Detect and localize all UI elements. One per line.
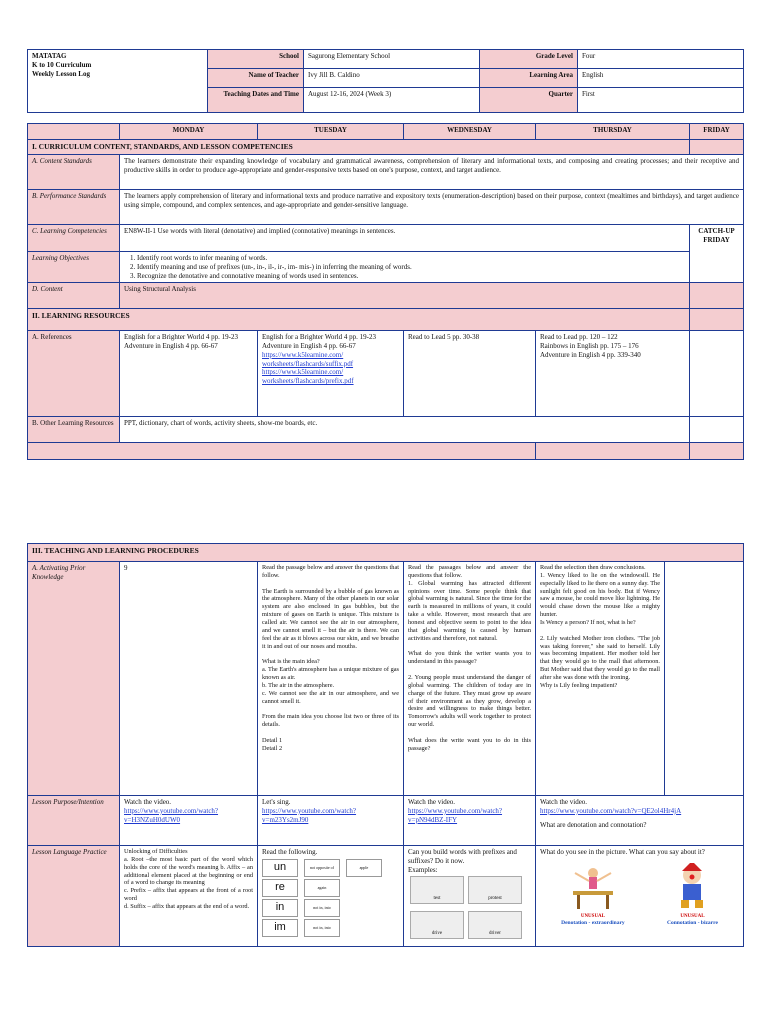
day-monday: MONDAY xyxy=(120,124,258,140)
activating-wednesday: Read the passages below and answer the questions that follow. 1. Global warming has attracted different opinions over time. Some people think that global warming is natural. Since the time for the earth is measured in millions of years, it could take a while. However, most research that are honest and objective seem to point to the idea that global warming is caused by human activities and therefore, not natural. What do you think the writer wants you to understand in this passage? 2. Young people must understand the danger of global warming. The children of today are in charge of the future. They must grow up aware of their environment as they grow, develop a desire and willingness to make things better. Tomorrow's adults will work together to protect our world. What does the write want you to do in this passage? xyxy=(404,562,536,796)
gymnast-illustration xyxy=(563,863,623,911)
purpose-tuesday-text: Let's sing. xyxy=(262,798,291,806)
activating-thursday: Read the selection then draw conclusions. 1. Wency liked to lie on the windowsill. He especially liked to lie there on a sunny day. The sunlight felt good on his body. But if Wency saw a mouse, he could move like lightning. He would chase down the mouse like a mighty hunter. Is Wency a person? If not, what is he? 2. Lily watched Mother iron clothes. "The job was taking forever," she said to herself. Lily was becoming impatient. Her mother told her that they would go to the mall that afternoon. But Mother said that they would go to the mall after she was done with the ironing. Why is Lily feeling impatient? xyxy=(536,562,665,796)
content-d-text: Using Structural Analysis xyxy=(120,283,690,309)
references-label: A. References xyxy=(28,331,120,417)
clown-figure: UNUSUAL Connotation - bizarre xyxy=(667,863,718,927)
section1-title: I. CURRICULUM CONTENT, STANDARDS, AND LESSON COMPETENCIES xyxy=(28,140,690,155)
prefix-row xyxy=(262,899,399,917)
prefix-example: apple xyxy=(346,859,382,877)
prefix-meaning: not opposite of xyxy=(304,859,340,877)
practice-monday: Unlocking of Difficulties a. Root –the most basic part of the word which holds the core of the word's meaning b. Affix – an additional element placed at the beginning or end of a word to change its meaning c. Prefix – affix that appears at the front of a root word d. Suffix – affix that appears at the end of a word. xyxy=(120,846,258,947)
objective-3: 3. Recognize the denotative and connotative meaning of words used in sentences. xyxy=(130,271,359,280)
dates-label: Teaching Dates and Time xyxy=(208,88,304,113)
quarter-label: Quarter xyxy=(480,88,578,113)
content-d-label: D. Content xyxy=(28,283,120,309)
grade-label: Grade Level xyxy=(480,50,578,69)
prefix-meaning: not in, into xyxy=(304,919,340,937)
teacher-label: Name of Teacher xyxy=(208,69,304,88)
competencies-label: C. Learning Competencies xyxy=(28,225,120,252)
school-label: School xyxy=(208,50,304,69)
day-friday: FRIDAY xyxy=(690,124,744,140)
prefix-row xyxy=(262,859,399,877)
objective-1: 1. Identify root words to infer meaning of words. xyxy=(130,254,268,262)
blank xyxy=(690,283,744,309)
school-value: Sagurong Elementary School xyxy=(304,50,480,69)
blank xyxy=(690,140,744,155)
quarter-value: First xyxy=(578,88,744,113)
blank xyxy=(690,417,744,443)
practice-label: Lesson Language Practice xyxy=(28,846,120,947)
activating-label: A. Activating Prior Knowledge xyxy=(28,562,120,796)
protest-image: protest xyxy=(468,876,522,904)
area-label: Learning Area xyxy=(480,69,578,88)
test-image: test xyxy=(410,876,464,904)
performance-standards-text: The learners apply comprehension of literary and informational texts and produce narrative and expository texts (enumeration-description) based on their purpose, context (mealtimes and birthdays), and target audience using simple, compound, and complex sentences, and age-appropriate and gender-sensitive language. xyxy=(120,190,744,225)
content-standards-label: A. Content Standards xyxy=(28,155,120,190)
blank xyxy=(536,443,690,460)
objectives-list xyxy=(120,252,690,283)
prefix-word: re xyxy=(262,879,298,897)
practice-thursday-title: What do you see in the picture. What can you say about it? xyxy=(540,848,705,856)
header-table xyxy=(27,49,744,113)
lesson-table-bottom xyxy=(27,543,744,947)
practice-wednesday-title: Can you build words with prefixes and suffixes? Do it now. xyxy=(408,848,517,865)
day-wednesday: WEDNESDAY xyxy=(404,124,536,140)
header-title: MATATAG K to 10 Curriculum Weekly Lesson Log xyxy=(28,50,208,113)
day-thursday: THURSDAY xyxy=(536,124,690,140)
suffix-link[interactable]: https://www.k5learnine.com/ worksheets/flashcards/suffix.pdf xyxy=(262,350,354,368)
clown-illustration xyxy=(667,863,717,911)
purpose-thursday-question: What are denotation and connotation? xyxy=(540,820,647,829)
video-link-thursday[interactable]: https://www.youtube.com/watch?v=QE2ol4Hr4jA xyxy=(540,806,682,815)
prefix-word: un xyxy=(262,859,298,877)
thursday-refs: Read to Lead pp. 120 – 122 Rainbows in English pp. 175 – 176 Adventure in English 4 pp. 339-340 xyxy=(536,331,690,417)
other-resources-text: PPT, dictionary, chart of words, activity sheets, show-me boards, etc. xyxy=(120,417,690,443)
activating-tuesday: Read the passage below and answer the questions that follow. The Earth is surrounded by a bubble of gas known as the atmosphere. Many of the other planets in our solar system are also enclosed in gas bubbles, but the mixture of gases on Earth is unique. This mixture is called air. We cannot see the air in our atmosphere, and we cannot smell it – but the air is there. We can feel the air as it blows across our skin, and we breathe it in and out of our noses and mouths. What is the main idea? a. The Earth's atmosphere has a unique mixture of gas known as air. b. The air in the atmosphere. c. We cannot see the air in our atmosphere, and we cannot smell it. From the main idea you choose list two or three of its details. Detail 1 Detail 2 xyxy=(258,562,404,796)
tuesday-refs: English for a Brighter World 4 pp. 19-23 Adventure in English 4 pp. 66-67 xyxy=(262,333,377,350)
tuesday-refs-cell xyxy=(258,331,404,417)
purpose-thursday xyxy=(536,796,744,846)
purpose-thursday-text: Watch the video. xyxy=(540,798,588,806)
video-link-monday[interactable]: https://www.youtube.com/watch? v=H3NZuH0dUW0 xyxy=(124,806,219,824)
prefix-row xyxy=(262,919,399,937)
section3-title: III. TEACHING AND LEARNING PROCEDURES xyxy=(28,544,744,562)
content-standards-text: The learners demonstrate their expanding knowledge of vocabulary and grammatical awareness, comprehension of literary and informational texts, and composing and creating processes; and their receptive and productive skills in order to produce age-appropriate and gender-responsive texts based on one's purpose, context, and target audience. xyxy=(120,155,744,190)
practice-tuesday-title: Read the following. xyxy=(262,848,318,856)
activating-monday: 9 xyxy=(120,562,258,796)
practice-wednesday xyxy=(404,846,536,947)
prefix-word: im xyxy=(262,919,298,937)
area-value: English xyxy=(578,69,744,88)
practice-tuesday xyxy=(258,846,404,947)
prefix-row xyxy=(262,879,399,897)
blank xyxy=(28,443,536,460)
practice-thursday xyxy=(536,846,744,947)
purpose-tuesday xyxy=(258,796,404,846)
wednesday-refs: Read to Lead 5 pp. 30-38 xyxy=(404,331,536,417)
corner-cell xyxy=(28,124,120,140)
grade-value: Four xyxy=(578,50,744,69)
objective-2: 2. Identify meaning and use of prefixes (un-, in-, il-, ir-, im- mis-) in inferring the meaning of words. xyxy=(130,262,412,271)
blank xyxy=(690,443,744,460)
practice-wednesday-examples: Examples: xyxy=(408,865,438,874)
competencies-text: EN8W-II-1 Use words with literal (denotative) and implied (connotative) meanings in sentences. xyxy=(120,225,690,252)
video-link-wednesday[interactable]: https://www.youtube.com/watch? v=pN94dBZ-IFY xyxy=(408,806,503,824)
prefix-meaning: not in, into xyxy=(304,899,340,917)
prefix-word: in xyxy=(262,899,298,917)
teacher-value: Ivy Jill B. Caldino xyxy=(304,69,480,88)
prefix-link[interactable]: https://www.k5learnine.com/ worksheets/flashcards/prefix.pdf xyxy=(262,368,354,385)
monday-refs: English for a Brighter World 4 pp. 19-23 Adventure in English 4 pp. 66-67 xyxy=(120,331,258,417)
catchup-friday: CATCH-UP FRIDAY xyxy=(690,225,744,283)
gymnast-figure: UNUSUAL Denotation - extraordinary xyxy=(561,863,625,927)
blank xyxy=(690,331,744,417)
prefix-meaning: again xyxy=(304,879,340,897)
blank xyxy=(690,309,744,331)
day-tuesday: TUESDAY xyxy=(258,124,404,140)
purpose-monday-text: Watch the video. xyxy=(124,798,172,806)
performance-standards-label: B. Performance Standards xyxy=(28,190,120,225)
purpose-wednesday xyxy=(404,796,536,846)
objectives-label: Learning Objectives xyxy=(28,252,120,283)
blank xyxy=(665,562,744,796)
driver-image: driver xyxy=(468,911,522,939)
dates-value: August 12-16, 2024 (Week 3) xyxy=(304,88,480,113)
purpose-monday xyxy=(120,796,258,846)
video-link-tuesday[interactable]: https://www.youtube.com/watch? v=m23Ys2mJ90 xyxy=(262,806,357,824)
purpose-wednesday-text: Watch the video. xyxy=(408,798,456,806)
lesson-table-top xyxy=(27,123,744,460)
drive-image: drive xyxy=(410,911,464,939)
purpose-label: Lesson Purpose/Intention xyxy=(28,796,120,846)
other-resources-label: B. Other Learning Resources xyxy=(28,417,120,443)
section2-title: II. LEARNING RESOURCES xyxy=(28,309,690,331)
